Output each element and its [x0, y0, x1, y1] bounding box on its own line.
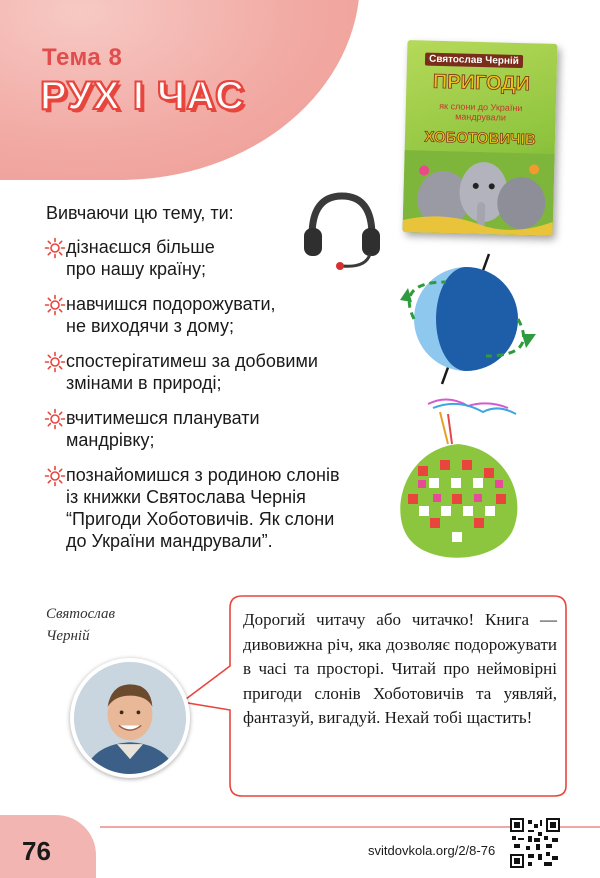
sun-icon	[44, 408, 66, 430]
list-item	[44, 407, 374, 451]
list-item	[44, 350, 374, 394]
list-item	[44, 464, 374, 552]
speech-bubble-text: Дорогий читачу або читачко! Книга — дивовижна річ, яка дозволяє подорожувати в часі та просторі. Читай про неймовірні пригоди слонів Хоботовичів та уявляй, фантазуй, вигадуй. Нехай тобі щастить!	[243, 610, 557, 727]
book-cover-author: Святослав Черній	[425, 53, 523, 69]
elephants-illustration	[403, 150, 555, 236]
page-number: 76	[22, 836, 51, 866]
book-cover-name: ХОБОТОВИЧІВ	[424, 128, 536, 149]
book-cover-title: ПРИГОДИ	[432, 70, 531, 96]
footer-url[interactable]: svitdovkola.org/2/8-76	[368, 843, 496, 858]
globe-rotation-icon	[386, 252, 546, 386]
author-caption: Святослав Черній	[46, 606, 116, 644]
list-item	[44, 293, 374, 337]
book-cover-image	[403, 40, 558, 236]
sun-icon	[44, 351, 66, 373]
goal-text: вчитимешся планувати мандрівку;	[66, 408, 260, 450]
book-cover-subtitle: як слони до України мандрували	[439, 100, 523, 123]
goals-list	[44, 236, 374, 565]
sun-icon	[44, 465, 66, 487]
goal-text: познайомишся з родиною слонів із книжки Святослава Чернія “Пригоди Хоботовичів. Як слони до України мандрували”.	[66, 465, 340, 551]
topic-title: РУХ І ЧАС	[40, 74, 245, 118]
topic-label: Тема 8	[42, 44, 123, 71]
intro-text: Вивчаючи цю тему, ти:	[46, 203, 234, 223]
list-item	[44, 236, 374, 280]
goal-text: дізнаєшся більше про нашу країну;	[66, 237, 215, 279]
sun-icon	[44, 294, 66, 316]
woven-egg-craft-icon	[388, 394, 528, 570]
goal-text: спостерігатимеш за добовими змінами в природі;	[66, 351, 318, 393]
qr-code-icon[interactable]	[510, 818, 560, 868]
author-portrait	[74, 662, 186, 774]
author-photo	[70, 658, 190, 778]
goal-text: навчишся подорожувати, не виходячи з дому;	[66, 294, 276, 336]
sun-icon	[44, 237, 66, 259]
